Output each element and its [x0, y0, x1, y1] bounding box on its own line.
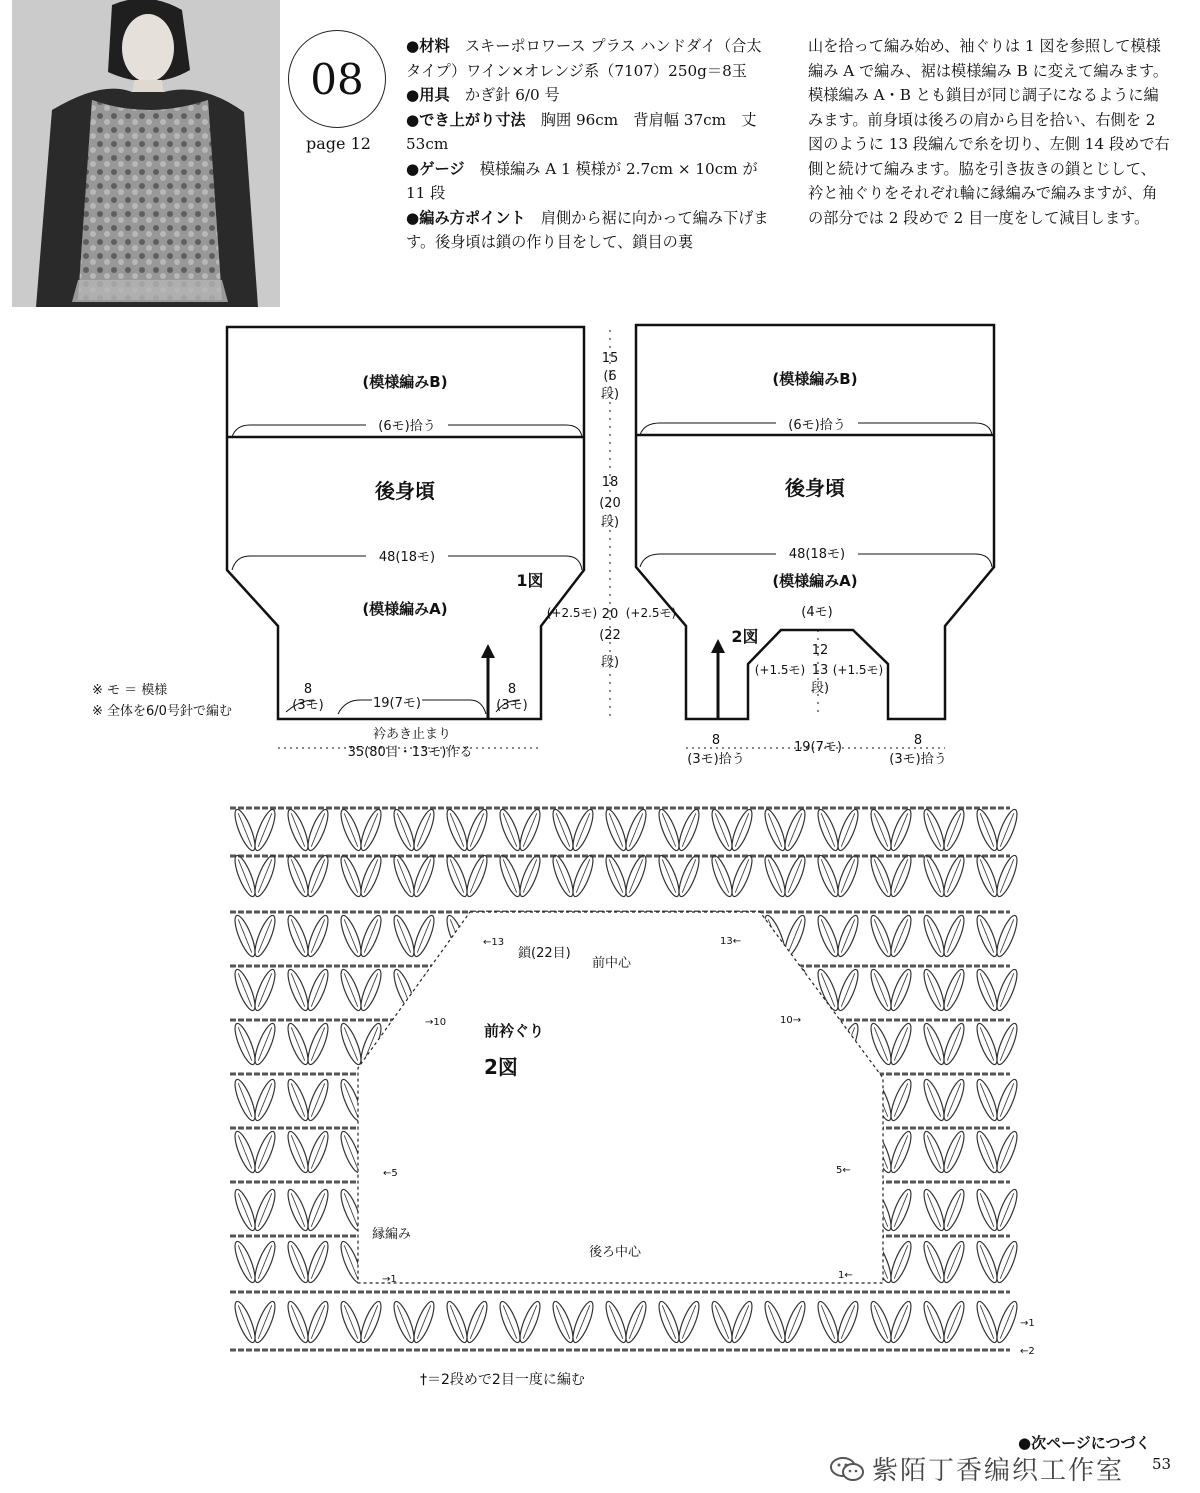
note-2: ※ 全体を6/0号針で編む	[92, 704, 232, 719]
continued-text: 山を拾って編み始め、袖ぐりは 1 図を参照して模様編み A で編み、裾は模様編み B に変えて編みます。模様編み A・B とも鎖目が同じ調子になるように編みます。前身頃は後ろの肩から目を拾い、右側を 2 図のように 13 段編んで糸を切り、左側 14 段めで右側と続けて編みます。脇を引き抜きの鎖とじして、衿と袖ぐりをそれぞれ輪に縁編みで編みますが、角の部分では 2 段めで 2 目一度をして減目します。	[808, 37, 1170, 227]
stitch-motif	[549, 807, 597, 852]
front-neck-height: 12	[811, 643, 829, 658]
stitch-motif	[390, 913, 438, 958]
stitch-motif	[920, 967, 968, 1012]
stitch-motif	[231, 853, 279, 898]
back-neck-stop: 衿あき止まり	[372, 727, 452, 742]
back-left-width-sub: (3モ)	[292, 698, 324, 713]
chart-legend: †＝2段めで2目一度に編む	[420, 1372, 585, 1388]
schematic-diagrams	[0, 310, 1200, 780]
row-5-right: 5←	[836, 1165, 851, 1176]
stitch-motif	[973, 1187, 1021, 1232]
pattern-number-badge	[288, 30, 386, 128]
stitch-motif	[602, 853, 650, 898]
stitch-motif	[867, 1299, 915, 1344]
stitch-motif	[973, 1239, 1021, 1284]
stitch-motif	[284, 1299, 332, 1344]
stitch-motif	[284, 853, 332, 898]
stitch-motif	[973, 807, 1021, 852]
points-line	[406, 206, 770, 255]
stitch-motif	[867, 853, 915, 898]
back-width: 48(18モ)	[378, 550, 436, 565]
stitch-motif	[655, 1299, 703, 1344]
stitch-motif	[920, 913, 968, 958]
stitch-motif	[867, 1021, 915, 1066]
stitch-motif	[920, 1129, 968, 1174]
height-2: 18	[601, 475, 619, 490]
height-1: 15	[601, 351, 619, 366]
stitch-motif	[708, 807, 756, 852]
points-label: ●編み方ポイント	[406, 208, 526, 227]
stitch-motif	[496, 807, 544, 852]
stitch-motif	[337, 967, 385, 1012]
stitch-motif	[337, 913, 385, 958]
stitch-motif	[867, 807, 915, 852]
stitch-motif	[602, 1299, 650, 1344]
stitch-motif	[920, 1021, 968, 1066]
page-reference: page 12	[306, 134, 371, 153]
stitch-motif	[337, 807, 385, 852]
height-3-rows-2: 段)	[600, 655, 620, 670]
size-label: ●でき上がり寸法	[406, 110, 526, 129]
front-pattern-a: (模様編みA)	[772, 572, 858, 590]
stitch-motif	[920, 1077, 968, 1122]
row-13-right: 13←	[720, 936, 742, 947]
stitch-motif	[814, 913, 862, 958]
height-3-rows: (22	[599, 628, 621, 643]
back-pickup: (6モ)拾う	[378, 419, 436, 434]
row-1-far: →1	[1020, 1318, 1035, 1329]
back-left-width: 8	[303, 682, 313, 697]
chart-chain: 鎖(22目)	[518, 946, 571, 961]
stitch-motif	[708, 1299, 756, 1344]
stitch-motif	[814, 1299, 862, 1344]
stitch-motif	[284, 1077, 332, 1122]
stitch-motif	[867, 913, 915, 958]
watermark-text: 紫陌丁香编织工作室	[872, 1456, 1125, 1486]
stitch-motif	[973, 853, 1021, 898]
stitch-motif	[920, 1187, 968, 1232]
row-1-left: →1	[382, 1274, 397, 1285]
stitch-motif	[973, 1299, 1021, 1344]
height-1-rows: (6	[603, 369, 617, 384]
stitch-motif	[496, 853, 544, 898]
stitch-motif	[708, 853, 756, 898]
stitch-motif	[920, 1239, 968, 1284]
note-1: ※ モ ＝ 模様	[92, 683, 168, 698]
stitch-motif	[443, 1299, 491, 1344]
pattern-number: 08	[310, 54, 364, 104]
front-neck-inc-right: (+1.5モ)	[832, 663, 884, 677]
stitch-motif	[337, 853, 385, 898]
back-mid-width: 19(7モ)	[373, 696, 421, 711]
stitch-motif	[920, 853, 968, 898]
height-3: 20	[601, 607, 619, 622]
front-body-label: 後身頃	[785, 476, 845, 500]
description-column-2	[808, 34, 1170, 230]
gauge-label: ●ゲージ	[406, 159, 465, 178]
stitch-motif	[231, 967, 279, 1012]
back-right-width-sub: (3モ)	[496, 698, 528, 713]
stitch-motif	[655, 853, 703, 898]
tools-text: かぎ針 6/0 号	[464, 86, 560, 104]
back-body-label: 後身頃	[375, 479, 435, 503]
stitch-motif	[655, 807, 703, 852]
tools-label: ●用具	[406, 86, 450, 104]
front-fig-label: 2図	[731, 627, 759, 646]
back-foundation: 35(80目・13モ)作る	[347, 745, 473, 760]
stitch-motif	[390, 1299, 438, 1344]
stitch-motif	[284, 1021, 332, 1066]
stitch-motif	[814, 807, 862, 852]
materials-line	[406, 34, 770, 83]
row-13-left: ←13	[483, 937, 505, 948]
front-right-width: 8	[913, 733, 923, 748]
stitch-motif	[390, 853, 438, 898]
stitch-motif	[973, 1129, 1021, 1174]
back-fig-label: 1図	[516, 571, 544, 590]
page-number: 53	[1152, 1455, 1172, 1473]
description-column-1	[406, 34, 770, 255]
gauge-text: 模様編み A 1 模様が 2.7cm × 10cm が 11 段	[406, 159, 758, 202]
stitch-motif	[867, 967, 915, 1012]
materials-label: ●材料	[406, 37, 450, 55]
front-pickup: (6モ)拾う	[788, 418, 846, 433]
row-10-right: 10→	[780, 1015, 802, 1026]
front-left-width-sub: (3モ)拾う	[687, 752, 745, 767]
stitch-motif	[284, 1239, 332, 1284]
front-increase: (+2.5モ)	[625, 606, 677, 620]
size-line	[406, 108, 770, 157]
front-right-width-sub: (3モ)拾う	[889, 752, 947, 767]
stitch-motif	[973, 967, 1021, 1012]
stitch-motif	[973, 1021, 1021, 1066]
stitch-motif	[973, 913, 1021, 958]
front-neck-width: (4モ)	[801, 605, 833, 620]
stitch-motif	[231, 1299, 279, 1344]
stitch-motif	[814, 853, 862, 898]
front-neck-rows-2: 段)	[810, 681, 830, 696]
stitch-motif	[231, 1077, 279, 1122]
front-width: 48(18モ)	[788, 547, 846, 562]
stitch-motif	[549, 1299, 597, 1344]
stitch-motif	[231, 1129, 279, 1174]
stitch-motif	[920, 1299, 968, 1344]
chart-fig: 2図	[484, 1055, 518, 1079]
stitch-motif	[496, 1299, 544, 1344]
front-neck-inc-left: (+1.5モ)	[754, 663, 806, 677]
stitch-motif	[337, 1299, 385, 1344]
materials-text: スキーポロワース プラス ハンドダイ（合太タイプ）ワイン×オレンジ系（7107）250g＝8玉	[406, 37, 762, 80]
back-right-width: 8	[507, 682, 517, 697]
row-5-left: ←5	[383, 1168, 398, 1179]
stitch-motif	[284, 967, 332, 1012]
stitch-motif	[231, 1239, 279, 1284]
size-text: 胸囲 96cm 背肩幅 37cm 丈 53cm	[406, 110, 757, 153]
points-text: 肩側から裾に向かって編み下げます。後身頃は鎖の作り目をして、鎖目の裏	[406, 208, 769, 251]
back-pattern-a: (模様編みA)	[362, 600, 448, 618]
stitch-motif	[231, 1187, 279, 1232]
stitch-motif	[231, 807, 279, 852]
watermark	[830, 1450, 1124, 1487]
stitch-motif	[284, 807, 332, 852]
stitch-motif	[602, 807, 650, 852]
front-pattern-b: (模様編みB)	[772, 370, 858, 388]
stitch-motif	[443, 807, 491, 852]
tools-line	[406, 83, 770, 108]
chart-front-center: 前中心	[592, 956, 632, 971]
stitch-motif	[549, 853, 597, 898]
gauge-line	[406, 157, 770, 206]
row-10-left: →10	[425, 1017, 447, 1028]
stitch-motif	[284, 1187, 332, 1232]
stitch-motif	[231, 913, 279, 958]
row-1-right: 1←	[838, 1270, 853, 1281]
stitch-motif	[920, 807, 968, 852]
stitch-motif	[390, 807, 438, 852]
chart-back-center: 後ろ中心	[589, 1245, 642, 1260]
height-2-rows: (20	[599, 496, 621, 511]
continued-next-page: ●次ページにつづく	[1018, 1434, 1151, 1452]
chart-edge: 縁編み	[372, 1227, 412, 1242]
back-increase: (+2.5モ)	[546, 606, 598, 620]
stitch-motif	[284, 913, 332, 958]
stitch-motif	[973, 1077, 1021, 1122]
stitch-motif	[761, 853, 809, 898]
stitch-motif	[761, 807, 809, 852]
wechat-icon	[830, 1456, 864, 1482]
chart-title: 前衿ぐり	[484, 1022, 545, 1040]
front-neck-rows: 13	[811, 663, 829, 678]
crochet-chart	[0, 790, 1200, 1390]
front-left-width: 8	[711, 733, 721, 748]
height-1-rows-2: 段)	[600, 387, 620, 402]
stitch-motif	[284, 1129, 332, 1174]
stitch-motif	[761, 1299, 809, 1344]
stitch-motif	[231, 1021, 279, 1066]
back-pattern-b: (模様編みB)	[362, 373, 448, 391]
height-2-rows-2: 段)	[600, 515, 620, 530]
row-2-far: ←2	[1020, 1346, 1035, 1357]
stitch-motif	[443, 853, 491, 898]
model-photo	[12, 0, 280, 307]
front-mid-width: 19(7モ)	[794, 740, 842, 755]
